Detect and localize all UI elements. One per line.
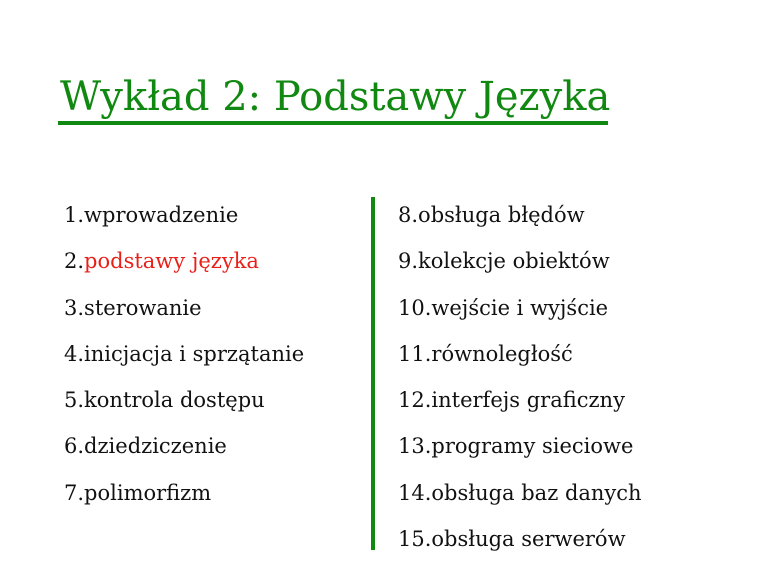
agenda-item-number: 9. xyxy=(398,249,419,274)
agenda-list-right xyxy=(398,192,642,562)
agenda-item-number: 1. xyxy=(64,203,85,227)
agenda-item-label: polimorfizm xyxy=(84,480,212,505)
agenda-item-label: sterowanie xyxy=(84,295,202,320)
agenda-item-sterowanie xyxy=(64,285,304,331)
agenda-item-label: interfejs graficzny xyxy=(431,388,625,413)
title-underline xyxy=(58,121,608,125)
agenda-item-obsluga-baz-danych xyxy=(398,470,642,516)
agenda-item-label: obsługa baz danych xyxy=(431,480,642,505)
agenda-item-interfejs-graficzny xyxy=(398,377,642,423)
slide-title: Wykład 2: Podstawy Języka xyxy=(60,74,611,120)
agenda-item-label-current: podstawy języka xyxy=(84,249,259,274)
agenda-item-label: inicjacja i sprzątanie xyxy=(84,341,305,366)
agenda-item-wejscie-wyjscie xyxy=(398,285,642,331)
agenda-item-number: 4. xyxy=(64,341,85,366)
agenda-item-number: 7. xyxy=(64,480,85,505)
agenda-item-number: 2. xyxy=(64,249,85,274)
agenda-item-dziedziczenie xyxy=(64,423,304,469)
agenda-item-obsluga-serwerow xyxy=(398,516,642,562)
agenda-item-kolekcje-obiektow xyxy=(398,238,642,284)
agenda-item-podstawy-jezyka xyxy=(64,238,304,284)
agenda-item-rownoleglosc xyxy=(398,331,642,377)
agenda-item-label: obsługa serwerów xyxy=(431,527,626,552)
agenda-list-left xyxy=(64,192,304,516)
agenda-item-number: 13. xyxy=(398,434,432,459)
agenda-item-number: 12. xyxy=(398,388,432,413)
agenda-item-number: 11. xyxy=(398,341,432,366)
agenda-item-number: 15. xyxy=(398,527,432,552)
agenda-item-number: 10. xyxy=(398,295,432,320)
agenda-item-polimorfizm xyxy=(64,470,304,516)
agenda-item-label: wejście i wyjście xyxy=(431,295,609,320)
agenda-item-label: programy sieciowe xyxy=(431,434,634,459)
agenda-item-kontrola-dostepu xyxy=(64,377,304,423)
agenda-item-programy-sieciowe xyxy=(398,423,642,469)
agenda-item-label: równoległość xyxy=(431,341,573,366)
agenda-item-label: kolekcje obiektów xyxy=(418,249,610,274)
agenda-item-label: dziedziczenie xyxy=(84,434,227,459)
agenda-item-label: obsługa błędów xyxy=(418,203,585,227)
agenda-item-number: 5. xyxy=(64,388,85,413)
agenda-item-obsluga-bledow xyxy=(398,192,642,238)
agenda-item-number: 8. xyxy=(398,203,419,227)
agenda-item-number: 14. xyxy=(398,480,432,505)
agenda-item-number: 3. xyxy=(64,295,85,320)
column-divider xyxy=(371,197,375,550)
agenda-item-inicjacja xyxy=(64,331,304,377)
agenda-item-label: wprowadzenie xyxy=(84,203,239,227)
agenda-item-wprowadzenie xyxy=(64,192,304,238)
agenda-item-label: kontrola dostępu xyxy=(84,388,265,413)
agenda-item-number: 6. xyxy=(64,434,85,459)
